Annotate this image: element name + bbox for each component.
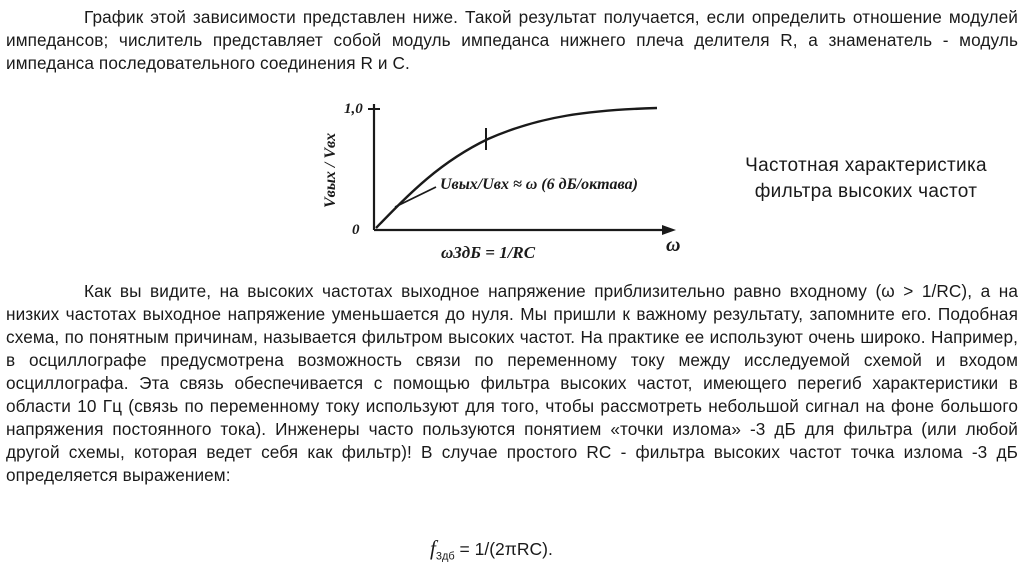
origin-label: 0 (352, 222, 360, 238)
body-text: Как вы видите, на высоких частотах выходное напряжение приблизительно равно входному (ω > 1/RC), а на низких частотах выходное напряжение уменьшается до нуля. Мы пришли к важному результату, запомните его. Подобная схема, по понятным причинам, называется фильтром высоких частот. На практике ее используют очень широко. Например, в осциллографе предусмотрена возможность связи по переменному току между исследуемой схемой и входом осциллографа. Эта связь обеспечивается с помощью фильтра высоких частот, имеющего перегиб характеристики в области 10 Гц (связь по переменному току используют для того, чтобы рассмотреть небольшой сигнал на фоне большого напряжения постоянного тока). Инженеры часто пользуются понятием «точки излома» -3 дБ для фильтра (или любой другой схемы, которая ведет себя как фильтр)! В случае простого RC - фильтра высоких частот точка излома -3 дБ определяется выражением: (6, 281, 1018, 485)
intro-text: График этой зависимости представлен ниже. Такой результат получается, если определить отношение модулей импедансов; числитель представляет собой модуль импеданса нижнего плеча делителя R, а знаменатель - модуль импеданса последовательного соединения R и C. (6, 7, 1018, 73)
formula-subscript: 3дб (435, 550, 455, 563)
y-tick-label: 1,0 (344, 101, 363, 117)
y-axis-label: Vвых / Vвх (322, 132, 339, 208)
x-axis-label: ω (666, 234, 681, 256)
curve-annotation: Uвых/Uвх ≈ ω (6 дБ/октава) (440, 176, 638, 193)
caption-line-1: Частотная характеристика (745, 155, 987, 176)
figure-caption (716, 153, 1016, 205)
body-paragraph (6, 280, 1018, 487)
break-point-label: ω3дБ = 1/RC (441, 243, 536, 262)
formula-symbol: f (430, 536, 436, 560)
caption-line-2: фильтра высоких частот (754, 181, 978, 202)
cutoff-formula (430, 536, 553, 563)
response-curve (376, 108, 657, 228)
formula-expression: = 1/(2πRC). (454, 539, 553, 559)
